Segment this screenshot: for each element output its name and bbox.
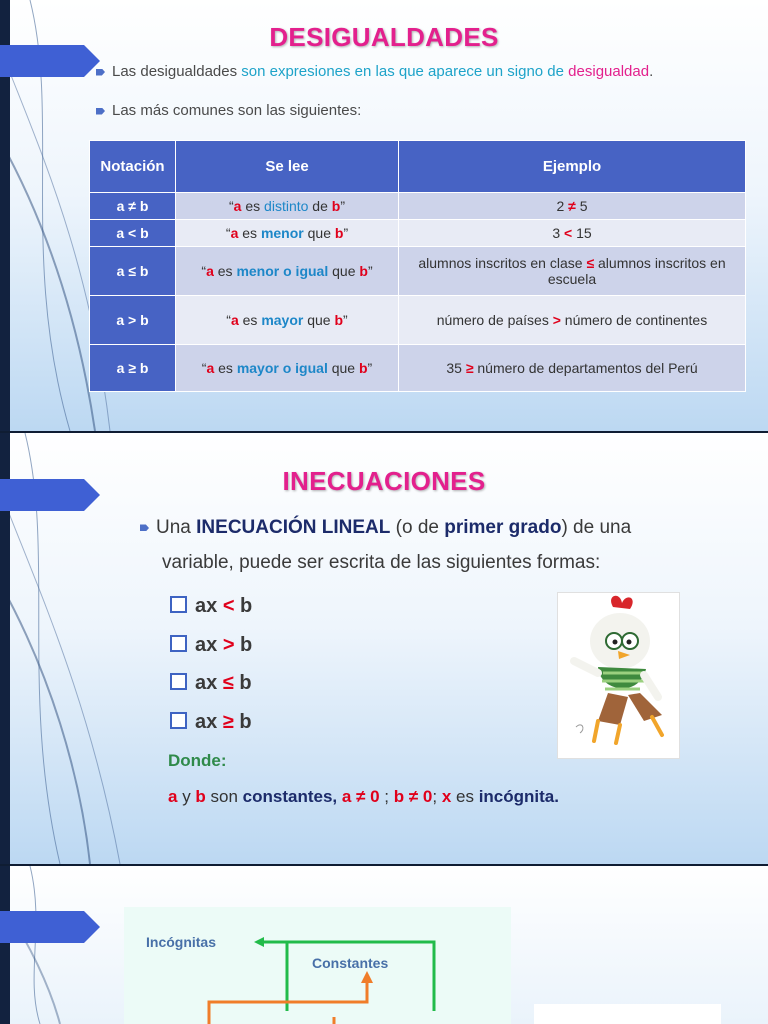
edge-bar (0, 866, 10, 1024)
checkbox-bullet-icon (170, 635, 187, 652)
example-cell: 2 ≠ 5 (399, 193, 746, 220)
diagram-label-constants: Constantes (312, 955, 389, 971)
bullet-arrow-icon (96, 108, 105, 115)
notation-cell: a ≥ b (90, 345, 176, 392)
definition-line-2: variable, puede ser escrita de las siguientes formas: (162, 552, 601, 573)
header-notation: Notación (90, 141, 176, 193)
table-row (90, 296, 746, 345)
read-cell: “a es menor que b” (176, 220, 399, 247)
read-cell: “a es distinto de b” (176, 193, 399, 220)
list-item: ax ≤ b (170, 670, 252, 709)
section-title: INECUACIONES (282, 466, 486, 496)
checkbox-bullet-icon (170, 673, 187, 690)
example-cell: 3 < 15 (399, 220, 746, 247)
donde-label: Donde: (168, 751, 227, 770)
notation-cell: a > b (90, 296, 176, 345)
table-row (90, 193, 746, 220)
forms-list (170, 593, 252, 747)
header-read: Se lee (176, 141, 399, 193)
list-item: ax < b (170, 593, 252, 632)
page-title: DESIGUALDADES (269, 22, 499, 52)
inequalities-table (89, 140, 746, 392)
example-cell: 35 ≥ número de departamentos del Perú (399, 345, 746, 392)
slide-inecuaciones (0, 433, 768, 864)
list-item: ax > b (170, 632, 252, 671)
slide-desigualdades (0, 0, 768, 431)
definition-line-1: Una INECUACIÓN LINEAL (o de primer grado) de una (140, 517, 631, 539)
bullet-common: Las más comunes son las siguientes: (96, 102, 361, 119)
example-cell: número de países > número de continentes (399, 296, 746, 345)
checkbox-bullet-icon (170, 712, 187, 729)
read-cell: “a es menor o igual que b” (176, 247, 399, 296)
bullet-arrow-icon (140, 524, 149, 531)
checkbox-bullet-icon (170, 596, 187, 613)
chicken-illustration (558, 593, 679, 758)
equation-parts-diagram (124, 907, 511, 1024)
table-row (90, 247, 746, 296)
constants-line: a y b son constantes, a ≠ 0 ; b ≠ 0; x es incógnita. (168, 787, 559, 806)
read-cell: “a es mayor o igual que b” (176, 345, 399, 392)
example-cell: alumnos inscritos en clase ≤ alumnos inscritos en escuela (399, 247, 746, 296)
diagram-label-unknowns: Incógnitas (146, 934, 217, 950)
cartoon-chicken-image (557, 592, 680, 759)
table-row (90, 220, 746, 247)
slide-tab-marker (0, 911, 100, 943)
read-cell: “a es mayor que b” (176, 296, 399, 345)
list-item: ax ≥ b (170, 709, 252, 748)
header-example: Ejemplo (399, 141, 746, 193)
table-row (90, 345, 746, 392)
notation-cell: a ≠ b (90, 193, 176, 220)
notation-cell: a ≤ b (90, 247, 176, 296)
bullet-arrow-icon (96, 69, 105, 76)
slide-diagram (0, 866, 768, 1024)
notation-cell: a < b (90, 220, 176, 247)
blank-box (534, 1004, 721, 1024)
bullet-definition: Las desigualdades son expresiones en las que aparece un signo de desigualdad. (96, 63, 653, 80)
